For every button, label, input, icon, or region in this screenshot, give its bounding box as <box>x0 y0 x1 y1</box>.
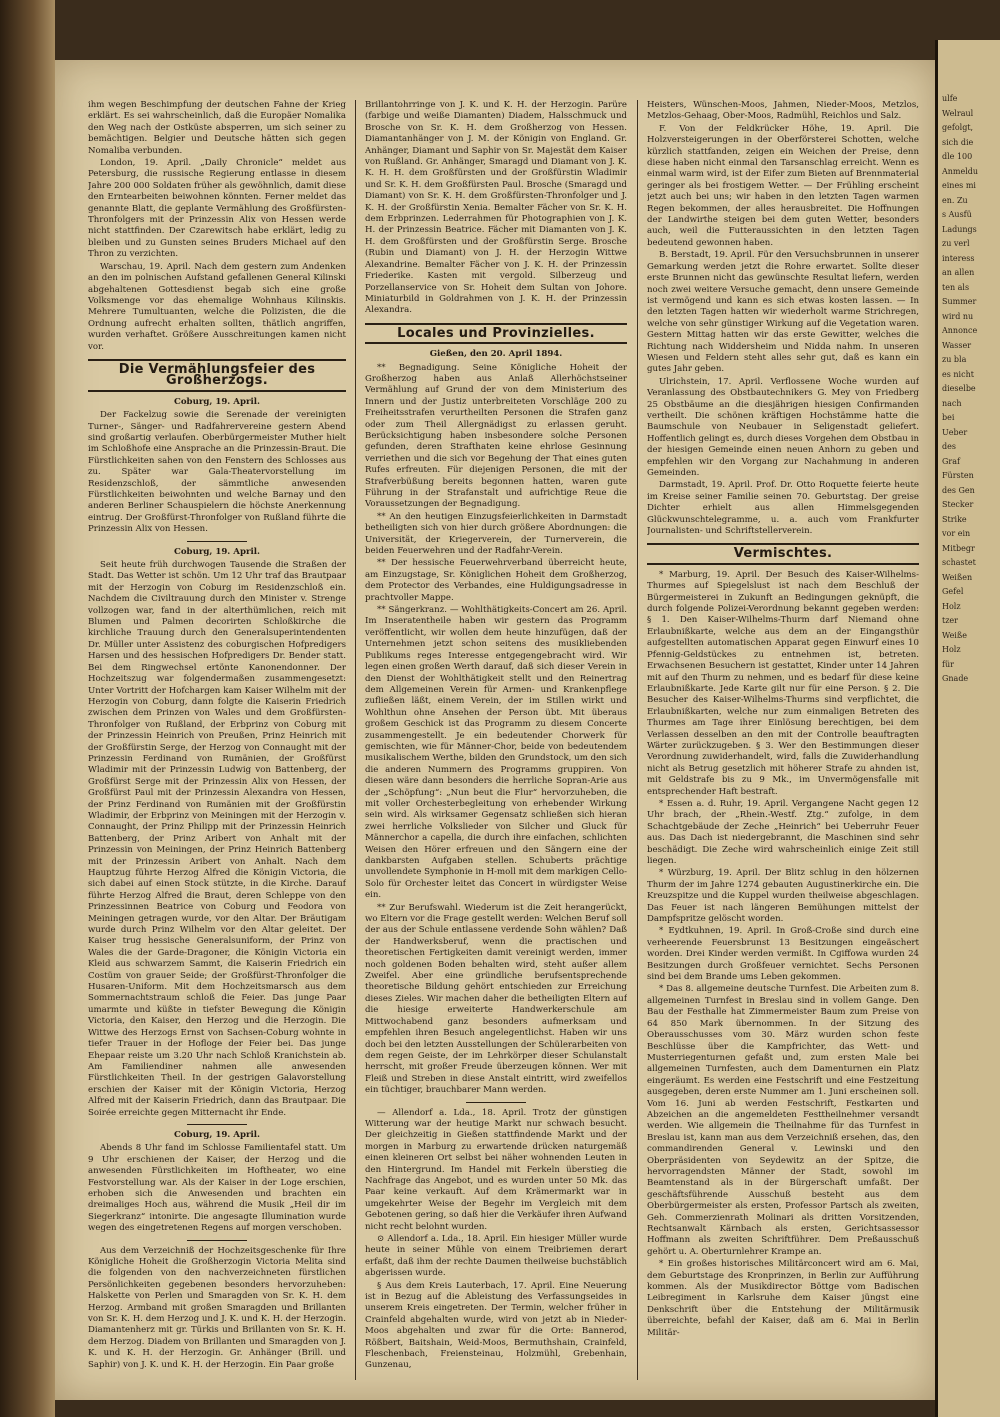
fragment-line: für <box>942 659 954 669</box>
fragment-line: interess <box>942 253 975 263</box>
section-heading-locales: Locales und Provinzielles. <box>365 323 627 344</box>
news-item: F. Von der Feldkrücker Höhe, 19. April. Die Holzversteigerungen in der Oberförsterei Schotten, welche kürzlich stattfanden, zeigen ein Weichen der Preise, denn diese haben nicht einmal den Tarsanschlag erreicht. Wenn es einmal warm wird, ist der Eifer zum Bieten auf Brennmaterial geringer als bei frostigem Wetter. — Der Frühling erscheint jetzt auch bei uns; wir haben in den letzten Tagen warmen Regen bekommen, der alles herausbreitet. Die Hoffnungen der Landwirthe steigen bei dem guten Wetter, besonders auch, weil die Futteraussichten in den letzten Tagen bedeutend gewonnen haben. <box>647 123 919 248</box>
news-item: * Ein großes historisches Militärconcert wird am 6. Mai, dem Geburtstage des Kronprinzen, in Berlin zur Aufführung kommen. Als der Musikdirector Böttge vom Badischen Leibregiment in Karlsruhe dem Kaiser jüngst eine Denkschrift über die Entstehung der Militärmusik überreichte, befahl der Kaiser, daß am 6. Mai in Berlin Militär- <box>647 1259 919 1338</box>
news-item: * Eydtkuhnen, 19. April. In Groß-Croße sind durch eine verheerende Feuersbrunst 13 Besitzungen eingeäschert worden. Drei Kinder werden vermißt. In Cgiffowa wurden 24 Besitzungen durch Großfeuer vernichtet. Sechs Personen sind bei dem Brande ums Leben gekommen. <box>647 926 919 983</box>
news-item: * Essen a. d. Ruhr, 19. April. Vergangene Nacht gegen 12 Uhr brach, der „Rhein.-Westf. Ztg.“ zufolge, in dem Schachtgebäude der Zeche „Heinrich“ bei Ueberruhr Feuer aus. Das Dach ist niedergebrannt, die Maschinen sind sehr beschädigt. Die Zeche wird wahrscheinlich einige Zeit still liegen. <box>647 798 919 866</box>
column-1 <box>88 100 346 1380</box>
fragment-line: Ueber <box>942 427 968 437</box>
fragment-line: Summer <box>942 297 977 306</box>
news-item: ⊙ Allendorf a. Lda., 18. April. Ein hiesiger Müller wurde heute in seiner Mühle von einem Treibriemen derart erfaßt, daß ihm der rechte Daumen theilweise buchstäblich abgerissen wurde. <box>365 1234 627 1279</box>
article-continued-text: ihm wegen Beschimpfung der deutschen Fahne der Krieg erklärt. Es sei wahrscheinlich, daß die Europäer Nomalika den Weg nach der Ostküste absperren, um sich seiner zu bemächtigen. Belgier und Deutsche hätten sich gegen Nomaliba verbunden. <box>88 100 346 156</box>
fragment-line: Anmeldu <box>942 166 979 176</box>
fragment-line: Fürsten <box>942 471 974 480</box>
dateline: Gießen, den 20. April 1894. <box>429 349 563 360</box>
news-item: Ulrichstein, 17. April. Verflossene Woche wurden auf Veranlassung des Obstbautechnikers G. Mey von Friedberg 25 Obstbäume an die diesjährigen hiesigen Confirmanden vertheilt. Die schönen kräftigen Hochstämme hatte die Baumschule von Neubauer in Seligenstadt geliefert. Hoffentlich gelingt es, durch dieses Vorgehen dem Obstbau in der hiesigen Gemeinde einen neuen Anhorn zu geben und empfehlen wir den Vorgang zur Nachahmung in anderen Gemeinden. <box>647 376 919 478</box>
news-item: ** Begnadigung. Seine Königliche Hoheit der Großherzog haben aus Anlaß Allerhöchstseiner Vermählung auf Grund der von dem Ministerium des Innern und der Justiz unterbreiteten Vorschläge 200 zu Freiheitsstrafen verurtheilten Personen die Strafen ganz oder zum Theil Allergnädigst zu erlassen geruht. Berücksichtigung haben insbesondere solche Personen gefunden, deren Strafthaten keine ehrlose Gesinnung verriethen und die sich vor Begehung der That eines guten Rufes erfreuten. Für diejenigen Personen, die mit der Strafverbüßung bereits begonnen hatten, waren gute Führung in der Strafanstalt und aufrichtige Reue die Voraussetzungen der Begnadigung. <box>365 362 627 510</box>
article-paragraph: Seit heute früh durchwogen Tausende die Straßen der Stadt. Das Wetter ist schön. Um 12 Uhr traf das Brautpaar mit der Herzogin von Coburg im Residenzschloß ein. Nachdem die Civiltrauung durch den Minister v. Strenge vollzogen war, fand in der alterthümlichen, reich mit Blumen und Palmen decorirten Schloßkirche die kirchliche Trauung durch den Generalsuperintendenten Dr. Müller unter Assistenz des coburgischen Hofpredigers Harsen und des hessischen Hofpredigers Dr. Bender statt. Bei dem Ringwechsel ertönte Kanonendonner. Der Hochzeitszug war folgendermaßen zusammengesetzt: Unter Vortritt der Hofchargen kam Kaiser Wilhelm mit der Herzogin von Coburg, dann folgte die Kaiserin Friedrich zwischen dem Prinzen von Wales und dem Großfürsten-Thronfolger von Rußland, der Erbprinz von Coburg mit der Prinzessin Heinrich von Preußen, Prinz Heinrich mit der Großfürstin Serge, der Herzog von Connaught mit der Prinzessin Ferdinand von Rumänien, der Großfürst Wladimir mit der Prinzessin Ludwig von Battenberg, der Großfürst Serge mit der Prinzessin Alix von Hessen, der Großfürst Paul mit der Prinzessin Alexandra von Hessen, der Prinz Ferdinand von Rumänien mit der Großfürstin Wladimir, der Erbprinz von Meiningen mit der Herzogin v. Connaught, der Prinz Philipp mit der Prinzessin Heinrich Battenberg, der Prinz Aribert von Anhalt mit der Prinzessin von Meiningen, der Prinz Heinrich Battenberg mit der Prinzessin Aribert von Anhalt. Nach dem Hauptzug führte Herzog Alfred die Königin Victoria, die sich dabei auf einen Stock stützte, in die Kirche. Darauf führte Herzog Alfred die Braut, deren Schleppe von den Prinzessinnen Beatrice von Coburg und Feodora von Meiningen getragen wurde, vor den Altar. Der Bräutigam wurde durch Prinz Wilhelm vor den Altar geleitet. Der Kaiser trug hessische Generalsuniform, der Prinz von Wales die der Garde-Dragoner, die Königin Victoria ein Kleid aus schwarzem Sammt, die Kaiserin Friedrich ein Costüm von grauer Seide; der Großfürst-Thronfolger die Husaren-Uniform. Mit dem Hochzeitsmarsch aus dem Sommernachtstraum schloß die Feier. Das junge Paar umarmte und küßte in tiefster Bewegung die Königin Victoria, den Kaiser, den Herzog und die Herzogin. Die Wittwe des Herzogs Ernst von Sachsen-Coburg wohnte in tiefer Trauer in der Hofloge der Feier bei. Das junge Ehepaar reiste um 3.20 Uhr nach Schloß Kranichstein ab. Am Familiendiner nahmen alle anwesenden Fürstlichkeiten Theil. In der gestrigen Galavorstellung erschien der Kaiser mit der Königin Victoria, Herzog Alfred mit der Kaiserin Friedrich, dann das Brautpaar. Die Soirée erreichte gegen Mitternacht ihr Ende. <box>88 560 346 1118</box>
news-item: — Allendorf a. Lda., 18. April. Trotz der günstigen Witterung war der heutige Markt nur schwach besucht. Der gleichzeitig in Gießen stattfindende Markt und der morgen in Marburg zu erwartende drücken naturgemäß einen kleineren Ort selbst bei näher wohnenden Leuten in den Hintergrund. Im Handel mit Ferkeln überstieg die Nachfrage das Angebot, und es wurden unter 50 Mk. das Paar keine verkauft. Auf dem Krämermarkt war in umgekehrter Weise der Begehr im Vergleich mit dem Gebotenen gering, so daß hier die Verkäufer ihren Aufwand nicht recht belohnt wurden. <box>365 1107 627 1232</box>
fragment-line: ten als <box>942 282 970 292</box>
fragment-line: tzer <box>942 616 958 625</box>
fragment-line: nach <box>942 398 962 408</box>
fragment-line: Weißen <box>942 572 973 582</box>
fragment-line: zu verl <box>942 239 970 248</box>
fragment-line: bei <box>942 413 955 422</box>
fragment-line: des <box>942 442 956 451</box>
adjacent-page-fragment <box>935 40 1000 1417</box>
fragment-line: Strike <box>942 514 967 524</box>
fragment-line: s Ausfü <box>942 210 972 219</box>
fragment-line: en. Zu <box>942 195 968 205</box>
news-item: ** Sängerkranz. — Wohlthätigkeits-Concert am 26. April. Im Inseratentheile haben wir gestern das Programm veröffentlicht, wir wollen dem heute hinzufügen, daß der Unternehmen jetzt schon seitens des musikliebenden Publikums reges Interesse entgegengebracht wird. Wir legen einen großen Werth darauf, daß sich dieser Verein in den Dienst der Wohlthätigkeit stellt und den Reinertrag dem Allgemeinen Verein für Armen- und Krankenpflege zufließen läßt, einem Verein, der im Stillen wirkt und Wohlthun ohne Ansehen der Person übt. Mit überaus großem Geschick ist das Programm zu diesem Concerte zusammengestellt. Je ein bedeutender Chorwerk für gemischten, wie für Männer-Chor, beide von bedeutendem musikalischem Werthe, bilden den Grundstock, um den sich die anderen Nummern des Programms gruppiren. Von diesen wäre dann besonders die herrliche Sopran-Arie aus der „Schöpfung“: „Nun beut die Flur“ hervorzuheben, die mit voller Orchesterbegleitung von erhebender Wirkung sein wird. Als wirksamer Gegensatz schließen sich hieran zwei herrliche Volkslieder von Silcher und Gluck für Männerchor a capella, die durch ihre einfachen, schlichten Weisen den Hörer erfreuen und den Sängern eine der dankbarsten Aufgaben stellen. Schuberts prächtige unvollendete Symphonie in H-moll mit dem markigen Cello-Solo für Orchester leitet das Concert in würdigster Weise ein. <box>365 605 627 901</box>
column-rule <box>637 100 638 1380</box>
divider <box>187 1240 247 1241</box>
dateline: Coburg, 19. April. <box>173 396 261 407</box>
dateline: Coburg, 19. April. <box>173 546 261 557</box>
fragment-text <box>938 40 1000 687</box>
fragment-line: gefolgt, <box>942 123 974 132</box>
fragment-line: dle 100 <box>942 152 973 161</box>
book-binding-edge <box>0 0 55 1417</box>
news-item: ** An den heutigen Einzugsfeierlichkeiten in Darmstadt betheiligten sich von hier durch größere Abordnungen: die Universität, der Kriegerverein, der Turnerverein, die beiden Feuerwehren und der Radfahr-Verein. <box>365 511 627 557</box>
divider <box>187 541 247 542</box>
article-continued-text: Brillantohrringe von J. K. und K. H. der Herzogin. Parüre (farbige und weiße Diamanten) Diadem, Halsschmuck und Brosche von Sr. K. H. dem Großherzog von Hessen. Diamantanhänger von J. M. der Königin von England. Gr. Anhänger, Diamant und Saphir von Sr. Majestät dem Kaiser von Rußland. Gr. Anhänger, Smaragd und Diamant von J. K. K. H. H. dem Großfürsten und der Großfürstin Wladimir und Sr. K. H. dem Großfürsten Paul. Brosche (Smaragd und Diamant) von Sr. K. H. dem Großfürsten-Thronfolger und J. K. H. der Großfürstin Xenia. Bemalter Fächer von Sr. K. H. dem Erbprinzen. Lederrahmen für Photographien von J. K. H. der Prinzessin Beatrice. Fächer mit Diamanten von J. K. H. dem Großfürsten und der Großfürstin Serge. Brosche (Rubin und Diamant) von J. H. der Herzogin Wittwe Alexandrine. Bemalter Fächer von J. K. H. der Prinzessin Friederike. Kasten mit vergold. Silberzeug und Porzellanservice von Sr. Hoheit dem Sultan von Johore. Miniaturbild in Goldrahmen von J. K. H. der Prinzessin Alexandra. <box>365 100 627 316</box>
column-3 <box>647 100 919 1380</box>
news-item: * Das 8. allgemeine deutsche Turnfest. Die Arbeiten zum 8. allgemeinen Turnfest in Breslau sind in vollem Gange. Den Bau der Festhalle hat Zimmermeister Baum zum Preise von 64 850 Mark übernommen. In der Sitzung des Oberausschusses vom 30. März wurden schon feste Beschlüsse über die Kampfrichter, das Wett- und Musterriegenturnen gefaßt und, zum ersten Male bei allgemeinen Turnfesten, auch dem Damenturnen ein Platz eingeräumt. Es werden eine Festschrift und eine Festzeitung ausgegeben, deren erste Nummer am 1. Juni erscheinen soll. Vom 16. Juni ab werden Festschrift, Festkarten und Abzeichen an die angemeldeten Festtheilnehmer versandt werden. Wie allgemein die Theilnahme für das Turnfest in Breslau ist, kann man aus dem Verzeichniß ersehen, das, den commandirenden General v. Lewinski und den Oberpräsidenten von Seydewitz an der Spitze, die hervorragendsten Männer der Stadt, sowohl im Beamtenstand als in der Bürgerschaft umfaßt. Der geschäftsführende Ausschuß besteht aus dem Oberbürgermeister als ersten, Professor Partsch als zweiten, Geh. Commerzienrath Molinari als dritten Vorsitzenden, Rechtsanwalt Kärnbach als ersten, Gerichtsassessor Hoffmann als zweiten Schriftführer. Dem Preßausschuß gehört u. A. Oberturnlehrer Krampe an. <box>647 984 919 1257</box>
fragment-line: Weiße <box>942 630 967 640</box>
fragment-line: Wasser <box>942 340 972 350</box>
news-item: * Marburg, 19. April. Der Besuch des Kaiser-Wilhelms-Thurmes auf Spiegelslust ist nach dem Beschluß der Bürgermeisterei in Zukunft an Bedingungen geknüpft, die durch folgende Polizei-Verordnung bekannt gegeben werden: § 1. Den Kaiser-Wilhelms-Thurm darf Niemand ohne Erlaubnißkarte, welche aus dem an der Eingangsthür aufgestellten automatischen Apparat gegen Einwurf eines 10 Pfennig-Geldstückes zu entnehmen ist, betreten. Erwachsenen Besuchern ist gestattet, Kinder unter 14 Jahren mit auf den Thurm zu nehmen, und es bedarf für diese keine Erlaubnißkarte. Jede Karte gilt nur für eine Person. § 2. Die Besucher des Kaiser-Wilhelms-Thurms sind verpflichtet, die Erlaubnißkarten, welche nur zum einmaligen Betreten des Thurmes am Tage ihrer Einlösung berechtigen, bei dem Verlassen desselben an den mit der Controlle beauftragten Wärter zurückzugeben. § 3. Wer den Bestimmungen dieser Verordnung zuwiderhandelt, wird, falls die Zuwiderhandlung nicht als Betrug gesetzlich mit höherer Strafe zu ahnden ist, mit Geldstrafe bis zu 9 Mk., im Unvermögensfalle mit entsprechender Haft bestraft. <box>647 569 919 797</box>
fragment-line: an allen <box>942 268 975 277</box>
fragment-line: Stecker <box>942 500 974 509</box>
article-paragraph: Abends 8 Uhr fand im Schlosse Familientafel statt. Um 9 Uhr erschienen der Kaiser, der Herzog und die anwesenden Fürstlichkeiten im Hoftheater, wo eine Festvorstellung war. Als der Kaiser in der Loge erschien, erhoben sich die Anwesenden und brachten ein dreimaliges Hoch aus, während die Musik „Heil dir im Siegerkranz“ intonirte. Die angesagte Illumination wurde wegen des eingetretenen Regens auf morgen verschoben. <box>88 1143 346 1234</box>
fragment-line: sich die <box>942 137 974 147</box>
divider <box>466 1102 526 1103</box>
fragment-line: Annonce <box>942 326 978 335</box>
article-paragraph: Aus dem Verzeichniß der Hochzeitsgeschenke für Ihre Königliche Hoheit die Großherzogin Victoria Melita sind die folgenden von den nachverzeichneten fürstlichen Persönlichkeiten gegebenen besonders hervorzuheben: Halskette von Perlen und Smaragden von Sr. K. H. dem Herzog. Armband mit großen Smaragden und Brillanten von Sr. K. H. dem Herzog und J. K. und K. H. der Herzogin. Diamantenherz mit gr. Türkis und Brillanten von Sr. K. H. dem Herzog. Diadem von Brillanten und Smaragden von J. K. und K. H. der Herzogin. Gr. Anhänger (Brill. und Saphir) von J. K. und K. H. der Herzogin. Ein Paar große <box>88 1245 346 1370</box>
fragment-line: eines mi <box>942 181 976 190</box>
fragment-line: Gnade <box>942 674 969 683</box>
article-paragraph: Der Fackelzug sowie die Serenade der vereinigten Turner-, Sänger- und Radfahrervereine gestern Abend sind großartig verlaufen. Oberbürgermeister Muther hielt im Schloßhofe eine Ansprache an die Prinzessin-Braut. Die Fürstlichkeiten sahen von den Fenstern des Schlosses aus zu. Später war Gala-Theatervorstellung im Residenzschloß, der sämmtliche anwesenden Fürstlichkeiten beiwohnten und welche Barnay und den anderen Berliner Schauspielern die höchste Anerkennung eintrug. Der Großfürst-Thronfolger von Rußland führte die Prinzessin Alix von Hessen. <box>88 410 346 535</box>
section-heading-vermischtes: Vermischtes. <box>647 543 919 564</box>
fragment-line: Welraul <box>942 108 974 118</box>
fragment-line: Gefel <box>942 587 964 596</box>
fragment-line: vor ein <box>942 529 971 538</box>
fragment-line: Ladungs <box>942 224 977 234</box>
dateline: Coburg, 19. April. <box>173 1129 261 1140</box>
fragment-line: zu bla <box>942 355 967 364</box>
fragment-line: Holz <box>942 601 961 611</box>
news-item: Darmstadt, 19. April. Prof. Dr. Otto Roquette feierte heute im Kreise seiner Familie seinen 70. Geburtstag. Der greise Dichter erhielt aus allen Himmelsgegenden Glückwunschtelegramme, u. a. auch vom Frankfurter Journalisten- und Schriftstellerverein. <box>647 480 919 537</box>
newspaper-page <box>55 60 935 1400</box>
divider <box>187 1124 247 1125</box>
news-item-warschau: Warschau, 19. April. Nach dem gestern zum Andenken an den im polnischen Aufstand gefallenen General Kilinski abgehaltenen Gottesdienst begab sich eine große Volksmenge vor das ehemalige Wohnhaus Kilinskis. Mehrere Tumultuanten, welche die Polizisten, die die Ordnung aufrecht erhalten sollten, thätlich angriffen, wurden verhaftet. Größere Ausschreitungen kamen nicht vor. <box>88 261 346 352</box>
section-heading-vermaehlungsfeier: Die Vermählungsfeier des Großherzogs. <box>88 359 346 392</box>
news-item: B. Berstadt, 19. April. Für den Versuchsbrunnen in unserer Gemarkung werden jetzt die Rohre erwartet. Sollte dieser erste Brunnen nicht das gewünschte Resultat liefern, werden noch zwei weitere Versuche gemacht, denn unsere Gemeinde ist vermögend und kann es sich etwas kosten lassen. — In den letzten Tagen hatten wir wiederholt warme Strichregen, welche von sehr günstiger Wirkung auf die Vegetation waren. Gestern Mittag hatten wir das erste Gewitter, welches die Richtung nach Widdersheim und Nidda nahm. In unseren Wiesen und Feldern steht alles sehr gut, daß es kann ein gutes Jahr geben. <box>647 250 919 375</box>
fragment-line: schastet <box>942 558 976 567</box>
article-continued-text: Heisters, Wünschen-Moos, Jahmen, Nieder-Moos, Metzlos, Metzlos-Gehaag, Ober-Moos, Radmühl, Reichlos und Salz. <box>647 100 919 122</box>
column-2 <box>365 100 627 1380</box>
fragment-line: Holz <box>942 645 961 654</box>
fragment-line: dieselbe <box>942 384 976 393</box>
fragment-line: wird nu <box>942 311 974 321</box>
fragment-line: des Gen <box>942 485 975 495</box>
column-rule <box>355 100 356 1380</box>
news-item: ** Zur Berufswahl. Wiederum ist die Zeit herangerückt, wo Eltern vor die Frage gestellt werden: Welchen Beruf soll der aus der Schule entlassene verdende Sohn wählen? Daß der Handwerksberuf, wenn die practischen und theoretischen Fertigkeiten damit vereinigt werden, immer noch goldenen Boden behalten wird, steht außer allem Zweifel. Aber eine gründliche berufsentsprechende theoretische Bildung gehört entschieden zur Erreichung dieses Zieles. Wir machen daher die betheiligten Eltern auf die hiesige erweiterte Handwerkerschule am Mittwochabend ganz besonders aufmerksam und empfehlen ihren Besuch angelegentlichst. Haben wir uns doch bei den letzten Ausstellungen der Schülerarbeiten von dem regen Geiste, der im Lehrkörper dieser Schulanstalt herrscht, mit großer Freude überzeugen können. Wer mit Fleiß und Streben in diese Anstalt eintritt, wird zweifellos ein tüchtiger, brauchbarer Mann werden. <box>365 902 627 1096</box>
news-item: ** Der hessische Feuerwehrverband überreicht heute, am Einzugstage, Sr. Königlichen Hoheit dem Großherzog, dem Protector des Verbandes, eine Huldigungsadresse in prachtvoller Mappe. <box>365 558 627 603</box>
fragment-line: Graf <box>942 456 960 466</box>
fragment-line: ulfe <box>942 94 958 103</box>
news-item: * Würzburg, 19. April. Der Blitz schlug in den hölzernen Thurm der im Jahre 1274 gebauten Augustinerkirche ein. Die Kreuzspitze und die Kuppel wurden theilweise abgeschlagen. Das Feuer ist nach längeren Bemühungen mittelst der Dampfspritze gelöscht worden. <box>647 868 919 925</box>
news-item-london: London, 19. April. „Daily Chronicle“ meldet aus Petersburg, die russische Regierung entlasse in diesem Jahre 200 000 Soldaten früher als gewöhnlich, damit diese den Erntearbeiten beiwohnen könnten. Ferner meldet das genannte Blatt, die geplante Vermählung des Großfürsten-Thronfolgers mit der Prinzessin Alix von Hessen werde nicht stattfinden. Der Czarewitsch habe erklärt, ledig zu bleiben und zu Gunsten seines Bruders Michael auf den Thron zu verzichten. <box>88 158 346 260</box>
fragment-line: Mitbegr <box>942 543 975 553</box>
news-item: § Aus dem Kreis Lauterbach, 17. April. Eine Neuerung ist in Bezug auf die Ableistung des Verfassungseides in unserem Kreis eingetreten. Der Termin, welcher früher in Crainfeld abgehalten wurde, wird von jetzt ab in Nieder-Moos abgehalten und zwar für die Orte: Bannerod, Rößbert, Baitshain, Weid-Moos, Bermuthshain, Crainfeld, Fleschenbach, Freiensteinau, Holzmühl, Grebenhain, Gunzenau, <box>365 1280 627 1371</box>
fragment-line: es nicht <box>942 369 974 379</box>
